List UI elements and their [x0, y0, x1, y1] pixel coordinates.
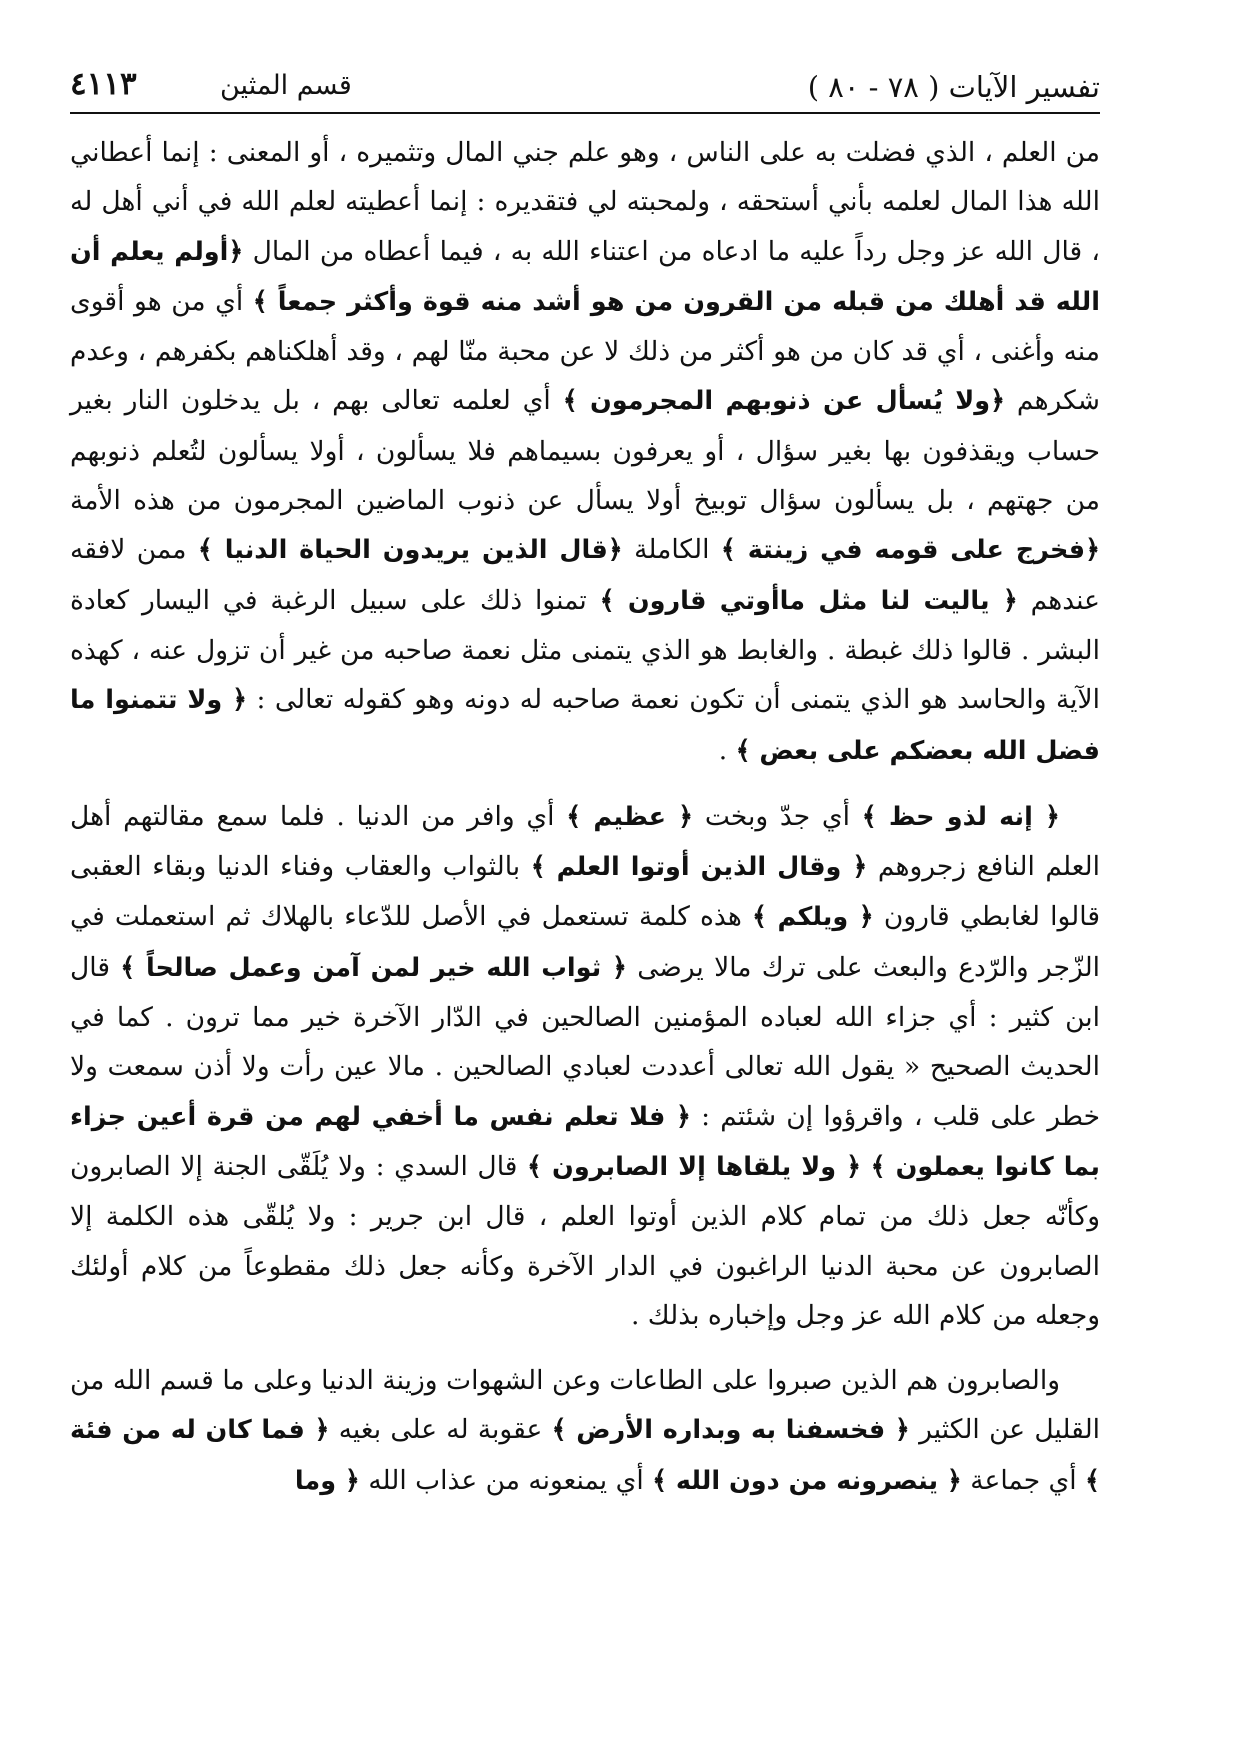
- commentary-text: من العلم ، الذي فضلت به على الناس ، وهو علم جني المال وتثميره ، أو المعنى : إنما أعطاني الله هذا المال لعلمه بأني أستحقه ، ولمحبته لي فتقديره : إنما أعطيته لعلم الله في أني أهل له ، قال الله عز وجل رداً عليه ما ادعاه من اعتناء الله به ، فيما أعطاه من المال: [70, 137, 1100, 267]
- quran-verse: ﴿قال الذين يريدون الحياة الدنيا ﴾: [197, 535, 623, 566]
- quran-verse: ﴿أولم يعلم أن الله قد أهلك من قبله من القرون من هو أشد منه قوة وأكثر جمعاً ﴾: [70, 236, 1100, 317]
- quran-verse: ﴿ فما كان له من فئة ﴾: [70, 1415, 1100, 1496]
- quran-verse: ﴿ فخسفنا به وبداره الأرض ﴾: [551, 1415, 910, 1446]
- quran-verse: ﴿ عظيم ﴾: [566, 801, 694, 832]
- commentary-text: الكاملة: [622, 534, 721, 566]
- commentary-text: أي يمنعونه من عذاب الله: [359, 1464, 653, 1496]
- page-number: ٤١١٣: [70, 66, 137, 102]
- paragraph: [70, 128, 1100, 776]
- commentary-text: هذه كلمة تستعمل في الأصل للدّعاء بالهلاك ثم استعملت في الزّجر والرّدع والبعث على ترك مالا يرضى: [70, 901, 1101, 983]
- text-body: [70, 128, 1100, 1506]
- page: [70, 0, 1100, 1754]
- commentary-text: أي وافر من الدنيا . فلما سمع مقالتهم أهل العلم النافع زجروهم: [70, 800, 1100, 883]
- quran-verse: ﴿ إنه لذو حظ ﴾: [861, 801, 1060, 832]
- header-title: تفسير الآيات ( ٧٨ - ٨٠ ): [807, 70, 1100, 104]
- quran-verse: ﴿ فلا تعلم نفس ما أخفي لهم من قرة أعين جزاء بما كانوا يعملون ﴾: [70, 1101, 1100, 1182]
- commentary-text: أي من هو أقوى منه وأغنى ، أي قد كان من هو أكثر من ذلك لا عن محبة منّا لهم ، وقد أهلكناهم بكفرهم ، وعدم شكرهم: [70, 285, 1101, 417]
- quran-verse: ﴿ وما: [294, 1465, 360, 1496]
- commentary-text: أي جدّ وبخت: [693, 800, 862, 832]
- commentary-text: تمنوا ذلك على سبيل الرغبة في اليسار كعادة البشر . قالوا ذلك غبطة . والغابط هو الذي يتمنى مثل نعمة صاحبه من غير أن تزول عنه ، كهذه الآية والحاسد هو الذي يتمنى أن تكون نعمة صاحبه له دونه وهو كقوله تعالى :: [70, 584, 1101, 716]
- commentary-text: قال السدي : ولا يُلَقّى الجنة إلا الصابرون وكأنّه جعل ذلك من تمام كلام الذين أوتوا العلم ، قال ابن جرير : ولا يُلقّى هذه الكلمة إلا الصابرون عن محبة الدنيا الراغبون في الدار الآخرة وكأنه جعل ذلك مقطوعاً من كلام أولئك وجعله من كلام الله عز وجل وإخباره بذلك .: [70, 1150, 1100, 1331]
- header-rule: [70, 112, 1100, 114]
- commentary-text: [861, 1151, 871, 1182]
- paragraph: [70, 1356, 1100, 1506]
- quran-verse: ﴿ ياليت لنا مثل ماأوتي قارون ﴾: [599, 585, 1018, 616]
- quran-verse: ﴿ وقال الذين أوتوا العلم ﴾: [530, 852, 868, 883]
- paragraph-gap: [70, 776, 1100, 792]
- quran-verse: ﴿فخرج على قومه في زينتة ﴾: [720, 535, 1101, 566]
- quran-verse: ﴿ ولا يلقاها إلا الصابرون ﴾: [527, 1151, 862, 1182]
- quran-verse: ﴿ولا يُسأل عن ذنوبهم المجرمون ﴾: [562, 386, 1006, 417]
- quran-verse: ﴿ ثواب الله خير لمن آمن وعمل صالحاً ﴾: [120, 952, 627, 983]
- running-header: [70, 60, 1100, 110]
- quran-verse: ﴿ ويلكم ﴾: [751, 902, 874, 933]
- commentary-text: عقوبة له على بغيه: [329, 1414, 552, 1446]
- commentary-text: قال ابن كثير : أي جزاء الله لعباده المؤمنين الصالحين في الدّار الآخرة خير مما ترون . كما في الحديث الصحيح « يقول الله تعالى أعددت لعبادي الصالحين . مالا عين رأت ولا أذن سمعت ولا خطر على قلب ، واقرؤوا إن شئتم :: [70, 951, 1100, 1132]
- quran-verse: ﴿ ينصرونه من دون الله ﴾: [652, 1465, 962, 1496]
- commentary-text: ممن لافقه عندهم: [70, 534, 1100, 616]
- quran-verse: ﴿ ولا تتمنوا ما فضل الله بعضكم على بعض ﴾: [70, 685, 1100, 766]
- header-section: قسم المثين: [220, 70, 352, 101]
- commentary-text: بالثواب والعقاب وفناء الدنيا وبقاء العقبى قالوا لغابطي قارون: [70, 851, 1100, 933]
- commentary-text: أي جماعة: [961, 1464, 1086, 1496]
- commentary-text: .: [718, 734, 736, 766]
- paragraph-gap: [70, 1340, 1100, 1356]
- paragraph: [70, 792, 1100, 1340]
- commentary-text: والصابرون هم الذين صبروا على الطاعات وعن الشهوات وزينة الدنيا وعلى ما قسم الله من القليل عن الكثير: [70, 1365, 1100, 1446]
- commentary-text: أي لعلمه تعالى بهم ، بل يدخلون النار بغير حساب ويقذفون بها بغير سؤال ، أو يعرفون بسيماهم فلا يسألون ، أولا يسألون لتُعلم ذنوبهم من جهتهم ، بل يسألون سؤال توبيخ أولا يسأل عن ذنوب الماضين المجرمون من هذه الأمة: [70, 385, 1100, 517]
